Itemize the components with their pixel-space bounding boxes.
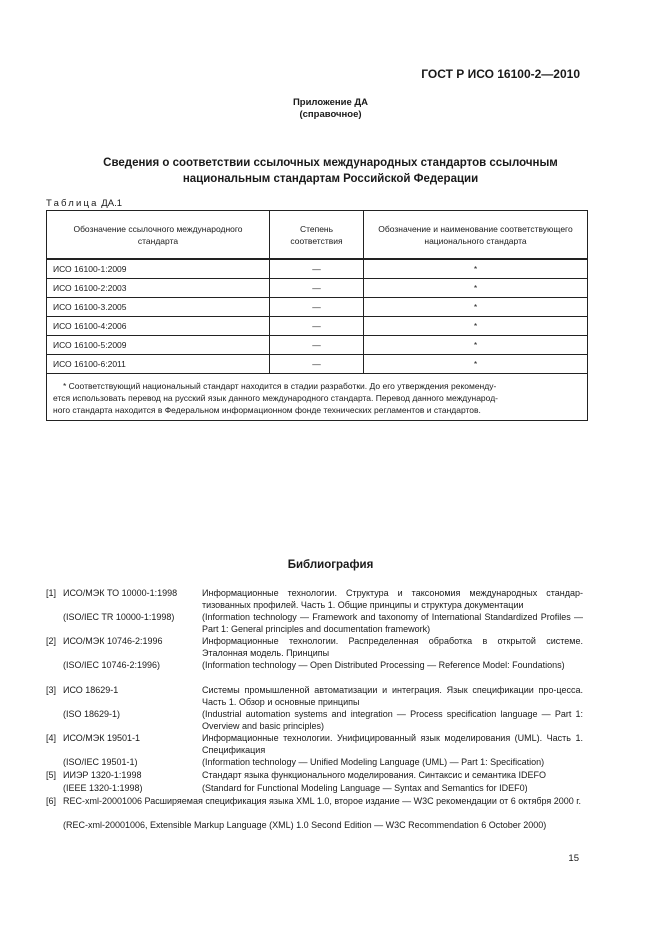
cell-national: * bbox=[364, 336, 588, 355]
bib-number: [5] bbox=[46, 770, 57, 780]
bib-number: [4] bbox=[46, 733, 57, 743]
table-row bbox=[47, 336, 588, 355]
footnote-line: ется использовать перевод на русский язык данного международного стандарта. Перевод данного международ- bbox=[53, 393, 498, 403]
bib-alt-text: (REC-xml-20001006, Extensible Markup Language (XML) 1.0 Second Edition — W3C Recommendation 6 October 2000) bbox=[63, 820, 547, 830]
table-footnote bbox=[47, 374, 588, 421]
bib-number: [6] bbox=[46, 796, 57, 806]
bib-code: ИИЭР 1320-1:1998 bbox=[63, 770, 142, 780]
bib-text: Стандарт языка функционального моделирования. Синтаксис и семантика IDEFO bbox=[202, 770, 547, 780]
cell-national: * bbox=[364, 355, 588, 374]
appendix-title: Приложение ДА bbox=[292, 97, 369, 108]
bib-number: [3] bbox=[46, 685, 57, 695]
cell-standard: ИСО 16100-4:2006 bbox=[47, 317, 270, 336]
cell-degree: — bbox=[270, 298, 364, 317]
bib-alt-text: (Industrial automation systems and integration — Process specification language — Part 1: Overview and basic principles) bbox=[202, 709, 583, 731]
table-label-word: Таблица bbox=[46, 198, 99, 209]
table-note-row bbox=[47, 374, 588, 421]
bib-text: REC-xml-20001006 Расширяемая спецификация языка XML 1.0, второе издание — W3C рекомендации от 6 октября 2000 г. bbox=[63, 796, 581, 806]
bib-text: Системы промышленной автоматизации и интеграция. Язык спецификации про-цесса. Часть 1. Обзор и основные принципы bbox=[202, 685, 583, 707]
bib-text: Информационные технологии. Распределенная обработка в открытой системе. Эталонная модель. Принципы bbox=[202, 636, 583, 658]
bib-code: ИСО/МЭК 19501-1 bbox=[63, 733, 141, 743]
correspondence-table bbox=[46, 210, 588, 421]
table-row bbox=[47, 355, 588, 374]
bib-alt-text: (Information technology — Open Distributed Processing — Reference Model: Foundations) bbox=[202, 660, 565, 670]
cell-national: * bbox=[364, 298, 588, 317]
bib-alt-code: (ISO/IEC 19501-1) bbox=[63, 757, 138, 767]
bib-alt-text: (Information technology — Unified Modeling Language (UML) — Part 1: Specification) bbox=[202, 757, 545, 767]
footnote-line: * Соответствующий национальный стандарт находится в стадии разработки. До его утверждения рекоменду- bbox=[63, 381, 497, 391]
table-row bbox=[47, 279, 588, 298]
header-degree: Степень соответствия bbox=[270, 211, 364, 260]
cell-standard: ИСО 16100-5:2009 bbox=[47, 336, 270, 355]
cell-national: * bbox=[364, 259, 588, 279]
table-label-number: ДА.1 bbox=[101, 198, 122, 209]
cell-standard: ИСО 16100-2:2003 bbox=[47, 279, 270, 298]
bib-number: [2] bbox=[46, 636, 57, 646]
header-intl-standard: Обозначение ссылочного международного стандарта bbox=[47, 211, 270, 260]
bibliography-title: Библиография bbox=[287, 559, 374, 571]
bib-alt-code: (ISO/IEC TR 10000-1:1998) bbox=[63, 612, 175, 622]
cell-degree: — bbox=[270, 336, 364, 355]
cell-degree: — bbox=[270, 355, 364, 374]
cell-degree: — bbox=[270, 317, 364, 336]
header-national-standard: Обозначение и наименование соответствующего национального стандарта bbox=[364, 211, 588, 260]
cell-national: * bbox=[364, 279, 588, 298]
cell-degree: — bbox=[270, 259, 364, 279]
bib-number: [1] bbox=[46, 588, 57, 598]
bib-alt-code: (ISO 18629-1) bbox=[63, 709, 121, 719]
table-row bbox=[47, 259, 588, 279]
section-title-line1: Сведения о соответствии ссылочных международных стандартов ссылочным bbox=[103, 157, 558, 169]
appendix-subtitle: (справочное) bbox=[299, 109, 362, 120]
bib-text: Информационные технологии. Структура и таксономия международных стандар-тизованных профилей. Часть 1. Общие принципы и структура документации bbox=[202, 588, 583, 610]
bib-alt-code: (ISO/IEC 10746-2:1996) bbox=[63, 660, 161, 670]
cell-national: * bbox=[364, 317, 588, 336]
cell-degree: — bbox=[270, 279, 364, 298]
table-label bbox=[46, 198, 122, 209]
bib-code: ИСО/МЭК ТО 10000-1:1998 bbox=[63, 588, 178, 598]
section-title-line2: национальным стандартам Российской Федерации bbox=[182, 173, 479, 185]
table-header-row bbox=[47, 211, 588, 260]
bib-code: ИСО/МЭК 10746-2:1996 bbox=[63, 636, 163, 646]
cell-standard: ИСО 16100-3.2005 bbox=[47, 298, 270, 317]
table-row bbox=[47, 317, 588, 336]
table-row bbox=[47, 298, 588, 317]
cell-standard: ИСО 16100-1:2009 bbox=[47, 259, 270, 279]
bib-alt-text: (Standard for Functional Modeling Language — Syntax and Semantics for IDEF0) bbox=[202, 783, 528, 793]
bib-alt-text: (Information technology — Framework and taxonomy of International Standardized Profiles — Part 1: General principles and documentation framework) bbox=[202, 612, 583, 634]
bib-code: ИСО 18629-1 bbox=[63, 685, 119, 695]
document-number-header: ГОСТ Р ИСО 16100-2—2010 bbox=[421, 67, 580, 81]
page-number: 15 bbox=[568, 853, 579, 864]
cell-standard: ИСО 16100-6:2011 bbox=[47, 355, 270, 374]
bib-text: Информационные технологии. Унифицированный язык моделирования (UML). Часть 1. Спецификация bbox=[202, 733, 583, 755]
bib-alt-code: (IEEE 1320-1:1998) bbox=[63, 783, 143, 793]
footnote-line: ного стандарта находится в Федеральном информационном фонде технических регламентов и стандартов. bbox=[53, 405, 481, 415]
